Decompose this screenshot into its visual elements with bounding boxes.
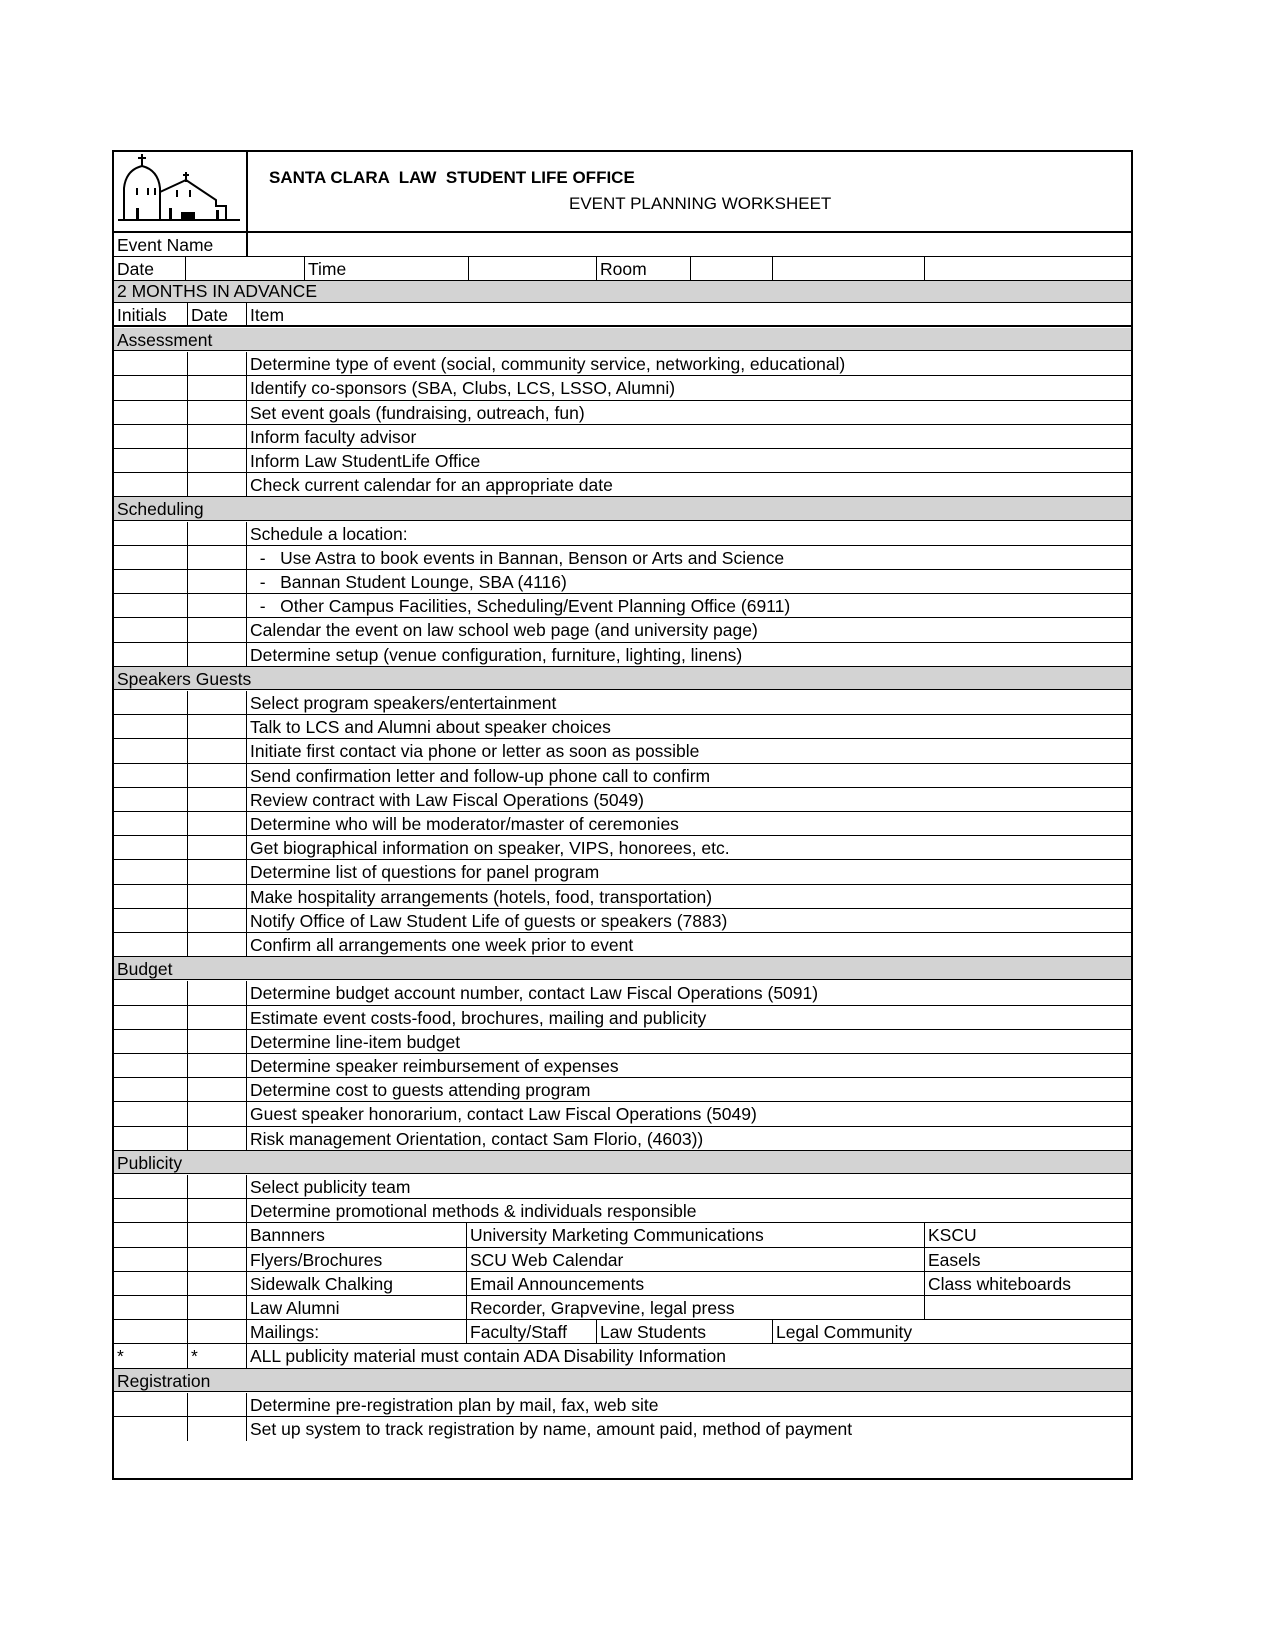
section-header-publicity bbox=[114, 1151, 1131, 1174]
publicity-method: Sidewalk Chalking bbox=[246, 1272, 466, 1295]
checklist-row bbox=[114, 715, 1131, 739]
checklist-row bbox=[114, 885, 1131, 909]
event-planning-worksheet bbox=[112, 150, 1133, 1480]
date-cell[interactable] bbox=[187, 643, 246, 666]
checklist-row bbox=[114, 1078, 1131, 1102]
initials-cell[interactable] bbox=[114, 885, 187, 908]
checklist-row bbox=[114, 473, 1131, 497]
section-title: Publicity bbox=[117, 1152, 183, 1173]
date-cell[interactable] bbox=[187, 594, 246, 617]
initials-cell[interactable] bbox=[114, 594, 187, 617]
publicity-extra: Easels bbox=[924, 1248, 1131, 1271]
date-cell[interactable] bbox=[187, 1127, 246, 1150]
section-title: Registration bbox=[117, 1370, 211, 1391]
section-header-budget bbox=[114, 957, 1131, 980]
item-text: - Other Campus Facilities, Scheduling/Event Planning Office (6911) bbox=[246, 594, 1131, 617]
initials-cell[interactable] bbox=[114, 715, 187, 738]
initials-cell[interactable] bbox=[114, 643, 187, 666]
event-name-row bbox=[114, 233, 1131, 257]
date-label: Date bbox=[117, 259, 154, 279]
publicity-grid-row bbox=[114, 1248, 1131, 1272]
room-field[interactable] bbox=[690, 257, 772, 280]
initials-cell[interactable] bbox=[114, 546, 187, 569]
date-cell[interactable] bbox=[187, 885, 246, 908]
checklist-row bbox=[114, 1393, 1131, 1417]
checklist-row bbox=[114, 1054, 1131, 1078]
item-text: Determine who will be moderator/master of ceremonies bbox=[246, 812, 1131, 835]
initials-cell[interactable] bbox=[114, 522, 187, 545]
item-text: Determine budget account number, contact Law Fiscal Operations (5091) bbox=[246, 981, 1131, 1004]
item-text: Select program speakers/entertainment bbox=[246, 691, 1131, 714]
item-text: Determine line-item budget bbox=[246, 1030, 1131, 1053]
section-header-assessment bbox=[114, 328, 1131, 351]
checklist-row bbox=[114, 643, 1131, 667]
date-header: Date bbox=[187, 303, 246, 325]
checklist-row bbox=[114, 1102, 1131, 1126]
initials-cell[interactable] bbox=[114, 1393, 187, 1416]
logo bbox=[114, 152, 248, 231]
publicity-method: Bannners bbox=[246, 1223, 466, 1246]
event-name-field[interactable] bbox=[246, 233, 1131, 256]
initials-cell[interactable] bbox=[114, 933, 187, 956]
date-cell[interactable] bbox=[187, 1272, 246, 1295]
checklist-row bbox=[114, 691, 1131, 715]
initials-cell[interactable] bbox=[114, 1248, 187, 1271]
date-cell[interactable] bbox=[187, 739, 246, 762]
item-text: Set event goals (fundraising, outreach, fun) bbox=[246, 401, 1131, 424]
date-cell[interactable] bbox=[187, 352, 246, 375]
mailings-option: Faculty/Staff bbox=[466, 1320, 596, 1343]
initials-cell[interactable] bbox=[114, 1078, 187, 1101]
publicity-channel: SCU Web Calendar bbox=[466, 1248, 924, 1271]
item-text: Check current calendar for an appropriate date bbox=[246, 473, 1131, 496]
date-cell[interactable] bbox=[187, 473, 246, 496]
item-text: Talk to LCS and Alumni about speaker choices bbox=[246, 715, 1131, 738]
date-cell[interactable] bbox=[187, 522, 246, 545]
date-cell[interactable] bbox=[187, 618, 246, 641]
section-title: Budget bbox=[117, 959, 173, 980]
checklist-row bbox=[114, 449, 1131, 473]
item-text: Determine setup (venue configuration, furniture, lighting, linens) bbox=[246, 643, 1131, 666]
item-text: Determine type of event (social, community service, networking, educational) bbox=[246, 352, 1131, 375]
date-cell[interactable] bbox=[187, 860, 246, 883]
date-cell[interactable] bbox=[187, 1054, 246, 1077]
initials-cell[interactable] bbox=[114, 449, 187, 472]
item-text: Notify Office of Law Student Life of guests or speakers (7883) bbox=[246, 909, 1131, 932]
item-header: Item bbox=[246, 303, 1131, 325]
date-cell[interactable] bbox=[187, 449, 246, 472]
advance-banner bbox=[114, 281, 1131, 303]
checklist-row bbox=[114, 933, 1131, 957]
initials-cell[interactable] bbox=[114, 1417, 187, 1441]
room-label: Room bbox=[596, 257, 690, 280]
initials-cell[interactable] bbox=[114, 1223, 187, 1246]
item-text: Get biographical information on speaker, VIPS, honorees, etc. bbox=[246, 836, 1131, 859]
date-time-room-row bbox=[114, 257, 1131, 281]
checklist-row bbox=[114, 401, 1131, 425]
initials-cell[interactable] bbox=[114, 1272, 187, 1295]
section-title: Assessment bbox=[117, 330, 213, 350]
date-cell[interactable] bbox=[187, 570, 246, 593]
item-text: Inform Law StudentLife Office bbox=[246, 449, 1131, 472]
date-field[interactable] bbox=[185, 257, 304, 280]
extra-field-1[interactable] bbox=[772, 257, 924, 280]
section-title: Scheduling bbox=[117, 499, 204, 520]
date-cell[interactable] bbox=[187, 764, 246, 787]
mailings-option: Legal Community bbox=[772, 1320, 1131, 1343]
checklist-row bbox=[114, 570, 1131, 594]
initials-cell[interactable] bbox=[114, 909, 187, 932]
date-cell[interactable]: * bbox=[187, 1344, 246, 1367]
checklist-row bbox=[114, 788, 1131, 812]
date-cell[interactable] bbox=[187, 933, 246, 956]
item-text: Risk management Orientation, contact Sam Florio, (4603)) bbox=[246, 1127, 1131, 1150]
checklist-row bbox=[114, 1417, 1131, 1441]
checklist-row bbox=[114, 618, 1131, 642]
initials-cell[interactable] bbox=[114, 860, 187, 883]
item-text: Set up system to track registration by name, amount paid, method of payment bbox=[246, 1417, 1131, 1441]
checklist-row bbox=[114, 981, 1131, 1005]
item-text: Determine pre-registration plan by mail, fax, web site bbox=[246, 1393, 1131, 1416]
publicity-channel: Email Announcements bbox=[466, 1272, 924, 1295]
date-cell[interactable] bbox=[187, 981, 246, 1004]
checklist-row bbox=[114, 352, 1131, 376]
item-text: Review contract with Law Fiscal Operations (5049) bbox=[246, 788, 1131, 811]
publicity-extra: KSCU bbox=[924, 1223, 1131, 1246]
initials-cell[interactable] bbox=[114, 376, 187, 399]
date-cell[interactable] bbox=[187, 1296, 246, 1319]
checklist-row bbox=[114, 812, 1131, 836]
time-label: Time bbox=[304, 257, 468, 280]
initials-cell[interactable] bbox=[114, 739, 187, 762]
checklist-row bbox=[114, 1344, 1131, 1368]
publicity-extra: Class whiteboards bbox=[924, 1272, 1131, 1295]
initials-cell[interactable] bbox=[114, 812, 187, 835]
worksheet-title: EVENT PLANNING WORKSHEET bbox=[569, 194, 832, 213]
initials-cell[interactable] bbox=[114, 1199, 187, 1222]
item-text: - Use Astra to book events in Bannan, Benson or Arts and Science bbox=[246, 546, 1131, 569]
initials-cell[interactable] bbox=[114, 1175, 187, 1198]
item-text: Send confirmation letter and follow-up phone call to confirm bbox=[246, 764, 1131, 787]
mailings-option: Law Students bbox=[596, 1320, 772, 1343]
checklist-row bbox=[114, 764, 1131, 788]
office-title: SANTA CLARA LAW STUDENT LIFE OFFICE bbox=[269, 168, 635, 187]
item-text: Initiate first contact via phone or letter as soon as possible bbox=[246, 739, 1131, 762]
item-text: Determine list of questions for panel program bbox=[246, 860, 1131, 883]
publicity-extra bbox=[924, 1296, 1131, 1319]
checklist-row bbox=[114, 546, 1131, 570]
date-cell[interactable] bbox=[187, 691, 246, 714]
section-header-speakers-guests bbox=[114, 667, 1131, 690]
initials-cell[interactable] bbox=[114, 425, 187, 448]
event-name-label: Event Name bbox=[117, 235, 214, 255]
item-text: Select publicity team bbox=[246, 1175, 1131, 1198]
initials-cell[interactable] bbox=[114, 1102, 187, 1125]
initials-cell[interactable] bbox=[114, 401, 187, 424]
item-text: Identify co-sponsors (SBA, Clubs, LCS, LSSO, Alumni) bbox=[246, 376, 1131, 399]
date-cell[interactable] bbox=[187, 788, 246, 811]
item-text: Make hospitality arrangements (hotels, food, transportation) bbox=[246, 885, 1131, 908]
initials-cell[interactable] bbox=[114, 981, 187, 1004]
checklist-row bbox=[114, 1127, 1131, 1151]
item-text: Calendar the event on law school web page (and university page) bbox=[246, 618, 1131, 641]
item-text: Schedule a location: bbox=[246, 522, 1131, 545]
initials-cell[interactable] bbox=[114, 1320, 187, 1343]
item-text: Estimate event costs-food, brochures, mailing and publicity bbox=[246, 1006, 1131, 1029]
publicity-channel: Recorder, Grapvevine, legal press bbox=[466, 1296, 924, 1319]
checklist-row bbox=[114, 1006, 1131, 1030]
checklist-row bbox=[114, 1175, 1131, 1199]
section-header-registration bbox=[114, 1369, 1131, 1392]
publicity-method: Law Alumni bbox=[246, 1296, 466, 1319]
date-cell[interactable] bbox=[187, 715, 246, 738]
date-cell[interactable] bbox=[187, 401, 246, 424]
item-text: Guest speaker honorarium, contact Law Fiscal Operations (5049) bbox=[246, 1102, 1131, 1125]
time-field[interactable] bbox=[468, 257, 596, 280]
initials-cell[interactable] bbox=[114, 1296, 187, 1319]
checklist-row bbox=[114, 425, 1131, 449]
date-cell[interactable] bbox=[187, 812, 246, 835]
publicity-grid-row bbox=[114, 1320, 1131, 1344]
item-text: Determine speaker reimbursement of expenses bbox=[246, 1054, 1131, 1077]
checklist-row bbox=[114, 860, 1131, 884]
initials-cell[interactable] bbox=[114, 618, 187, 641]
date-cell[interactable] bbox=[187, 1248, 246, 1271]
initials-cell[interactable] bbox=[114, 1127, 187, 1150]
date-cell[interactable] bbox=[187, 1078, 246, 1101]
date-cell[interactable] bbox=[187, 1417, 246, 1441]
initials-cell[interactable] bbox=[114, 1006, 187, 1029]
item-text: ALL publicity material must contain ADA Disability Information bbox=[246, 1344, 1131, 1367]
date-cell[interactable] bbox=[187, 836, 246, 859]
initials-cell[interactable] bbox=[114, 1030, 187, 1053]
checklist-row bbox=[114, 376, 1131, 400]
item-text: Determine cost to guests attending program bbox=[246, 1078, 1131, 1101]
date-cell[interactable] bbox=[187, 1006, 246, 1029]
checklist-row bbox=[114, 1030, 1131, 1054]
column-header-row bbox=[114, 303, 1131, 327]
initials-cell[interactable] bbox=[114, 1054, 187, 1077]
initials-cell[interactable] bbox=[114, 473, 187, 496]
extra-field-2[interactable] bbox=[924, 257, 1131, 280]
initials-cell[interactable] bbox=[114, 570, 187, 593]
mission-church-icon bbox=[114, 152, 246, 231]
initials-header: Initials bbox=[117, 305, 167, 325]
initials-cell[interactable] bbox=[114, 836, 187, 859]
section-title: Speakers Guests bbox=[117, 668, 252, 689]
date-cell[interactable] bbox=[187, 1199, 246, 1222]
date-cell[interactable] bbox=[187, 1320, 246, 1343]
initials-cell[interactable]: * bbox=[117, 1346, 124, 1367]
checklist-row bbox=[114, 1199, 1131, 1223]
publicity-grid-row bbox=[114, 1272, 1131, 1296]
date-cell[interactable] bbox=[187, 909, 246, 932]
publicity-grid-row bbox=[114, 1296, 1131, 1320]
checklist-row bbox=[114, 739, 1131, 763]
date-cell[interactable] bbox=[187, 1175, 246, 1198]
worksheet-header bbox=[114, 152, 1131, 233]
date-cell[interactable] bbox=[187, 1393, 246, 1416]
advance-label: 2 MONTHS IN ADVANCE bbox=[117, 281, 317, 301]
checklist-row bbox=[114, 836, 1131, 860]
mailings-label: Mailings: bbox=[246, 1320, 466, 1343]
publicity-method: Flyers/Brochures bbox=[246, 1248, 466, 1271]
date-cell[interactable] bbox=[187, 1102, 246, 1125]
item-text: Determine promotional methods & individuals responsible bbox=[246, 1199, 1131, 1222]
item-text: Confirm all arrangements one week prior to event bbox=[246, 933, 1131, 956]
date-cell[interactable] bbox=[187, 1223, 246, 1246]
date-cell[interactable] bbox=[187, 546, 246, 569]
checklist-row bbox=[114, 594, 1131, 618]
section-header-scheduling bbox=[114, 497, 1131, 520]
publicity-grid-row bbox=[114, 1223, 1131, 1247]
date-cell[interactable] bbox=[187, 1030, 246, 1053]
date-cell[interactable] bbox=[187, 376, 246, 399]
initials-cell[interactable] bbox=[114, 764, 187, 787]
initials-cell[interactable] bbox=[114, 352, 187, 375]
initials-cell[interactable] bbox=[114, 788, 187, 811]
publicity-channel: University Marketing Communications bbox=[466, 1223, 924, 1246]
item-text: Inform faculty advisor bbox=[246, 425, 1131, 448]
checklist-row bbox=[114, 909, 1131, 933]
date-cell[interactable] bbox=[187, 425, 246, 448]
item-text: - Bannan Student Lounge, SBA (4116) bbox=[246, 570, 1131, 593]
initials-cell[interactable] bbox=[114, 691, 187, 714]
checklist-row bbox=[114, 522, 1131, 546]
